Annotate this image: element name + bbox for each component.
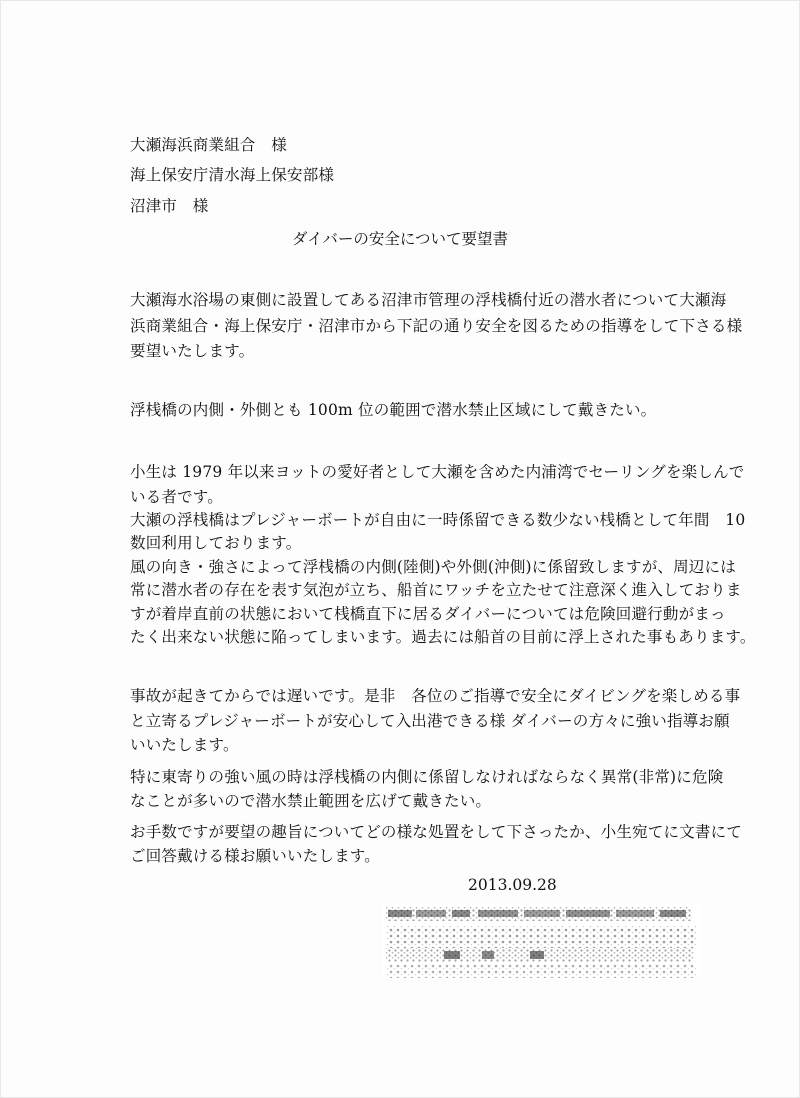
paragraph-4-line-6: お手数ですが要望の趣旨についてどの様な処置をして下さったか、小生宛てに文書にて (130, 823, 742, 841)
paragraph-4-line-7: ご回答戴ける様お願いいたします。 (130, 847, 380, 865)
paragraph-3-line-4: 数回利用しております。 (130, 534, 302, 552)
paragraph-4-line-5: なことが多いので潜水禁止範囲を広げて戴きたい。 (130, 792, 492, 810)
paragraph-3-line-6: 常に潜水者の存在を表す気泡が立ち、船首にワッチを立たせて注意深く進入しておりま (130, 581, 742, 599)
paragraph-3-line-8: たく出来ない状態に陥ってしまいます。過去には船首の目前に浮上された事もあります。 (130, 628, 756, 646)
paragraph-4-line-4: 特に東寄りの強い風の時は浮桟橋の内側に係留しなければならなく異常(非常)に危険 (130, 768, 724, 786)
addressee-2: 海上保安庁清水海上保安部様 (130, 166, 335, 184)
paragraph-2-line-1: 浮桟橋の内側・外側とも 100m 位の範囲で潜水禁止区域にして戴きたい。 (130, 401, 657, 419)
paragraph-3-line-5: 風の向き・強さによって浮桟橋の内側(陸側)や外側(沖側)に係留致しますが、周辺には (130, 558, 736, 576)
paragraph-4-line-1: 事故が起きてからでは遅いです。是非 各位のご指導で安全にダイビングを楽しめる事 (130, 687, 741, 705)
paragraph-1-line-1: 大瀬海水浴場の東側に設置してある沼津市管理の浮桟橋付近の潜水者について大瀬海 (130, 291, 727, 309)
paragraph-1-line-3: 要望いたします。 (130, 342, 255, 360)
paragraph-4-line-2: と立寄るプレジャーボートが安心して入出港できる様 ダイバーの方々に強い指導お願 (130, 712, 730, 730)
addressee-3: 沼津市 様 (130, 197, 209, 215)
paragraph-3-line-1: 小生は 1979 年以来ヨットの愛好者として大瀬を含めた内浦湾でセーリングを楽しんで (130, 463, 745, 481)
paragraph-3-line-7: すが着岸直前の状態において桟橋直下に居るダイバーについては危険回避行動がまっ (130, 605, 726, 623)
paragraph-3-line-2: いる者です。 (130, 488, 223, 506)
redacted-sender-block (382, 904, 700, 979)
paragraph-4-line-3: いいたします。 (130, 736, 239, 754)
letter-date: 2013.09.28 (468, 876, 557, 894)
paragraph-3-line-3: 大瀬の浮桟橋はプレジャーボートが自由に一時係留できる数少ない桟橋として年間 10 (130, 511, 746, 529)
paragraph-1-line-2: 浜商業組合・海上保安庁・沼津市から下記の通り安全を図るための指導をして下さる様 (130, 317, 743, 335)
addressee-1: 大瀬海浜商業組合 様 (130, 136, 288, 154)
document-title: ダイバーの安全について要望書 (291, 230, 509, 248)
